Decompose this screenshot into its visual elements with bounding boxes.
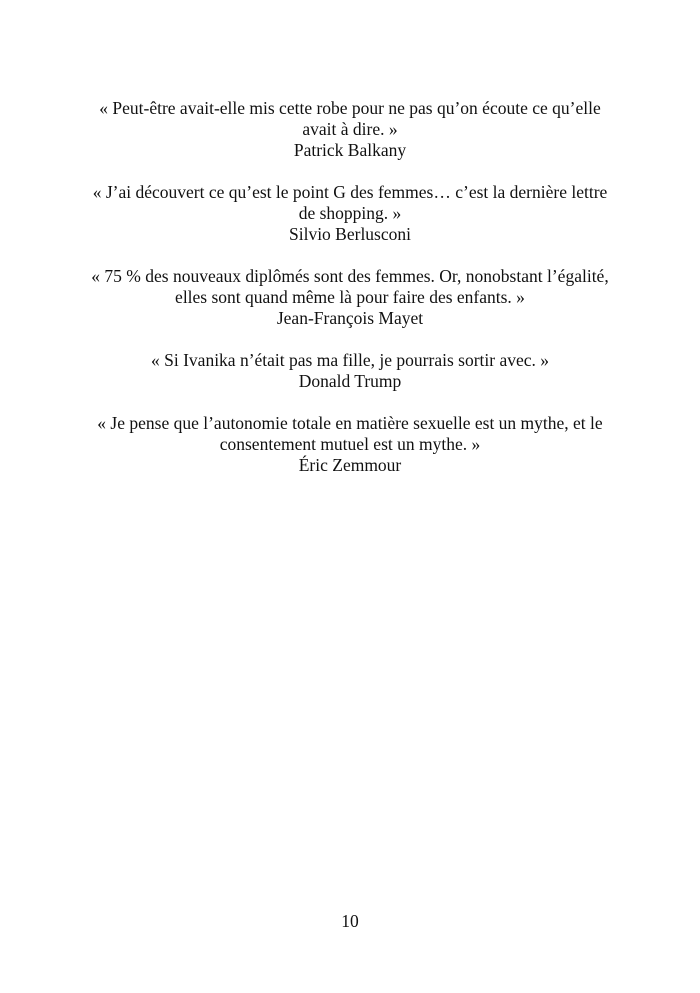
quotes-list [0, 98, 700, 497]
quote-berlusconi [0, 182, 700, 245]
quote-author: Silvio Berlusconi [288, 224, 411, 244]
quote-text: avait à dire. » [302, 119, 398, 139]
quote-mayet [0, 266, 700, 329]
quote-zemmour [0, 413, 700, 476]
quote-text: consentement mutuel est un mythe. » [219, 434, 481, 454]
quote-balkany [0, 98, 700, 161]
quote-author: Donald Trump [298, 371, 402, 391]
quote-text: « Peut-être avait-elle mis cette robe pour ne pas qu’on écoute ce qu’elle [99, 98, 601, 118]
quote-author: Jean-François Mayet [276, 308, 424, 328]
quote-text: « Je pense que l’autonomie totale en matière sexuelle est un mythe, et le [97, 413, 603, 433]
quote-author: Patrick Balkany [293, 140, 407, 160]
quote-text: de shopping. » [298, 203, 402, 223]
page-number: 10 [341, 911, 359, 931]
quote-text: elles sont quand même là pour faire des enfants. » [175, 287, 525, 307]
quote-text: « 75 % des nouveaux diplômés sont des femmes. Or, nonobstant l’égalité, [91, 266, 609, 286]
quote-text: « Si Ivanika n’était pas ma fille, je pourrais sortir avec. » [151, 350, 549, 370]
quote-trump [0, 350, 700, 392]
quote-text: « J’ai découvert ce qu’est le point G des femmes… c’est la dernière lettre [92, 182, 608, 202]
quote-author: Éric Zemmour [298, 455, 402, 475]
